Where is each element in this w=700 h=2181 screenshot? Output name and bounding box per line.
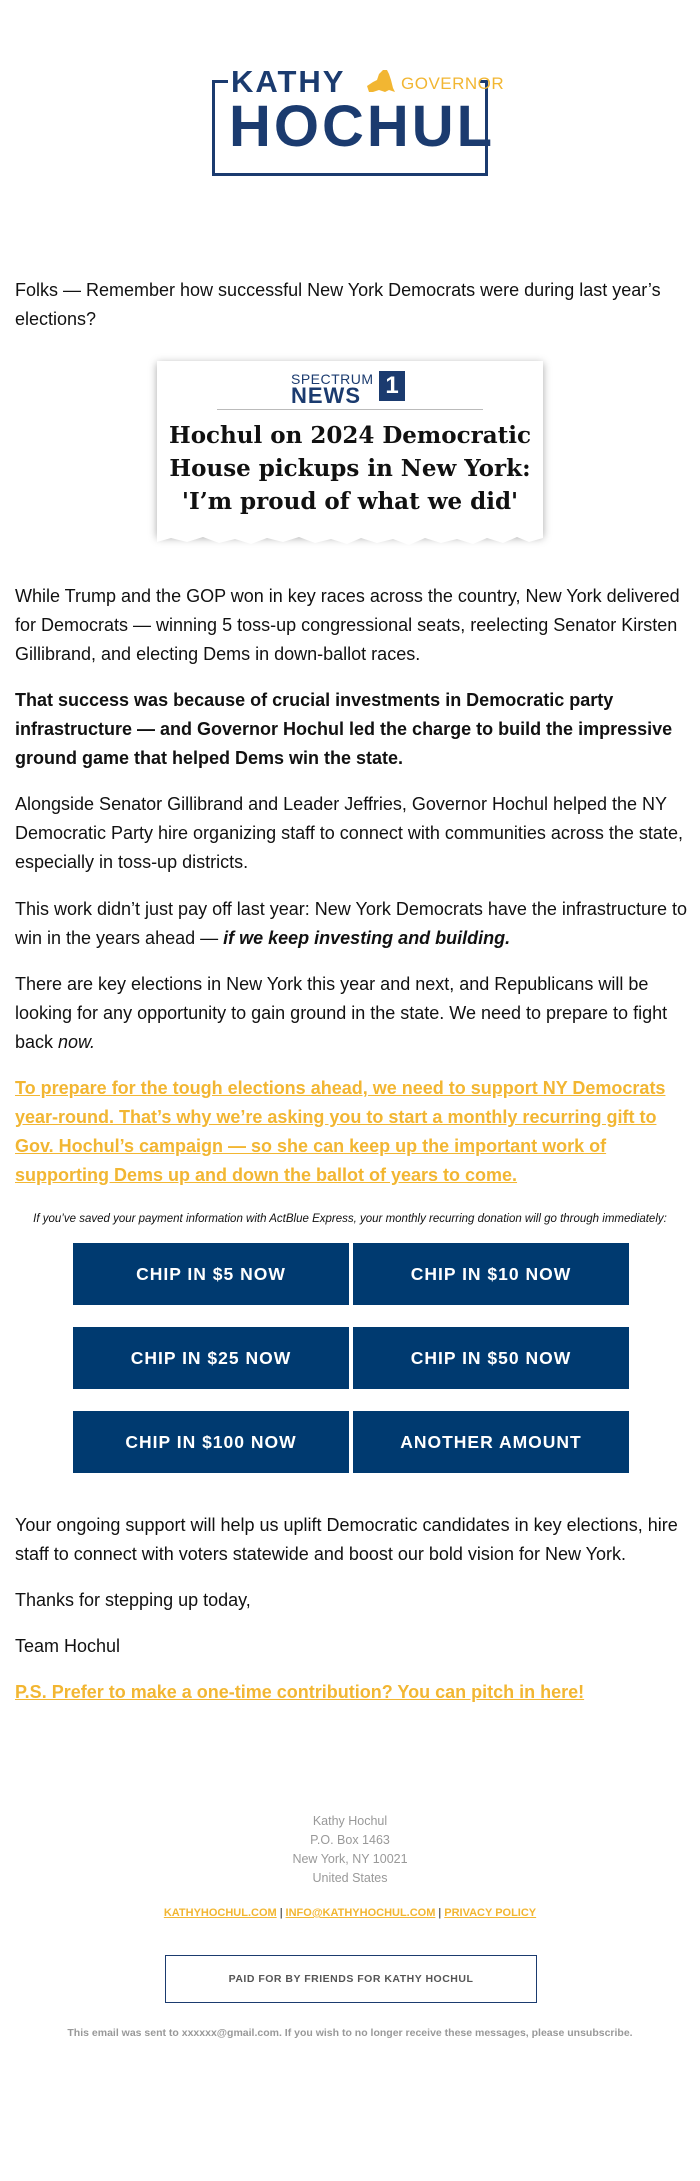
campaign-logo-wrap: [0, 64, 700, 176]
paragraph-infrastructure-emphasis: if we keep investing and building.: [223, 928, 511, 948]
spectrum-brand-bottom: NEWS: [291, 383, 361, 408]
footer-separator: |: [279, 1907, 283, 1919]
logo-frame-left: [212, 80, 228, 83]
footer-city: New York, NY 10021: [292, 1852, 408, 1866]
paragraph-infrastructure: [15, 895, 687, 953]
paragraph-results: While Trump and the GOP won in key races across the country, New York delivered for Democrats — winning 5 toss-up congressional seats, reelecting Senator Kirsten Gillibrand, and electing Dems in down-ballot races.: [15, 586, 680, 664]
paragraph-ongoing-support: Your ongoing support will help us uplift Democratic candidates in key elections, hire staff to connect with voters statewide and boost our bold vision for New York.: [15, 1515, 678, 1564]
paragraph-elections-emphasis: now.: [58, 1032, 96, 1052]
footer-links: [0, 1907, 700, 1919]
news-headline: [157, 419, 543, 518]
cta-paragraph: [15, 1074, 687, 1190]
unsubscribe-notice: This email was sent to xxxxxx@gmail.com. If you wish to no longer receive these messages, please unsubscribe.: [67, 2027, 633, 2039]
news-divider: [217, 409, 483, 410]
news-headline-line2: House pickups in New York:: [169, 455, 531, 482]
spectrum-number-logo: 1: [379, 371, 405, 401]
one-time-contribution-link[interactable]: P.S. Prefer to make a one-time contribution? You can pitch in here!: [15, 1682, 585, 1702]
ps-paragraph: [15, 1678, 687, 1707]
intro-paragraph: Folks — Remember how successful New York Democrats were during last year’s elections?: [15, 280, 661, 329]
logo-last-name: HOCHUL: [229, 94, 496, 159]
paragraph-elections-text: There are key elections in New York this year and next, and Republicans will be looking for any opportunity to gain ground in the state. We need to prepare to fight back: [15, 974, 668, 1052]
footer-po-box: P.O. Box 1463: [310, 1833, 390, 1847]
chip-in-10-button[interactable]: CHIP IN $10 NOW: [353, 1243, 629, 1305]
paragraph-staff: Alongside Senator Gillibrand and Leader Jeffries, Governor Hochul helped the NY Democratic Party hire organizing staff to connect with communities across the state, especially in toss-up districts.: [15, 794, 683, 872]
footer-country: United States: [312, 1871, 388, 1885]
logo-first-name: KATHY: [231, 64, 346, 99]
monthly-gift-link[interactable]: To prepare for the tough elections ahead, we need to support NY Democrats year-round. That’s why we’re asking you to start a monthly recurring gift to Gov. Hochul’s campaign — so she can keep up the important work of supporting Dems up and down the ballot of years to come.: [15, 1078, 666, 1185]
paragraph-infrastructure-text: This work didn’t just pay off last year: New York Democrats have the infrastructure to win in the years ahead —: [15, 899, 687, 948]
chip-in-50-button[interactable]: CHIP IN $50 NOW: [353, 1327, 629, 1389]
paid-for-disclaimer: PAID FOR BY FRIENDS FOR KATHY HOCHUL: [165, 1955, 537, 2003]
chip-in-100-button[interactable]: CHIP IN $100 NOW: [73, 1411, 349, 1473]
email-link[interactable]: INFO@KATHYHOCHUL.COM: [285, 1907, 436, 1919]
news-headline-line1: Hochul on 2024 Democratic: [168, 422, 531, 449]
footer-address: [0, 1812, 700, 1888]
logo-title: GOVERNOR: [401, 74, 505, 93]
thanks-line: Thanks for stepping up today,: [15, 1590, 251, 1610]
new-york-state-icon: [363, 68, 397, 96]
signature: Team Hochul: [15, 1636, 121, 1656]
chip-in-5-button[interactable]: CHIP IN $5 NOW: [73, 1243, 349, 1305]
footer-name: Kathy Hochul: [312, 1814, 388, 1828]
footer-separator: |: [438, 1907, 442, 1919]
actblue-express-note: If you’ve saved your payment information with ActBlue Express, your monthly recurring donation will go through immediately:: [33, 1213, 667, 1225]
website-link[interactable]: KATHYHOCHUL.COM: [163, 1907, 277, 1919]
torn-paper-edge: [157, 530, 543, 546]
news-headline-line3: 'I’m proud of what we did': [181, 488, 519, 515]
paragraph-elections: [15, 970, 687, 1057]
spectrum-brand-top: SPECTRUM: [291, 371, 374, 387]
privacy-policy-link[interactable]: PRIVACY POLICY: [444, 1907, 537, 1919]
paragraph-success: That success was because of crucial investments in Democratic party infrastructure — and Governor Hochul led the charge to build the impressive ground game that helped Dems win the state.: [15, 690, 673, 768]
chip-in-25-button[interactable]: CHIP IN $25 NOW: [73, 1327, 349, 1389]
campaign-logo: [212, 64, 505, 176]
news-headline-image: [157, 361, 543, 536]
another-amount-button[interactable]: ANOTHER AMOUNT: [353, 1411, 629, 1473]
